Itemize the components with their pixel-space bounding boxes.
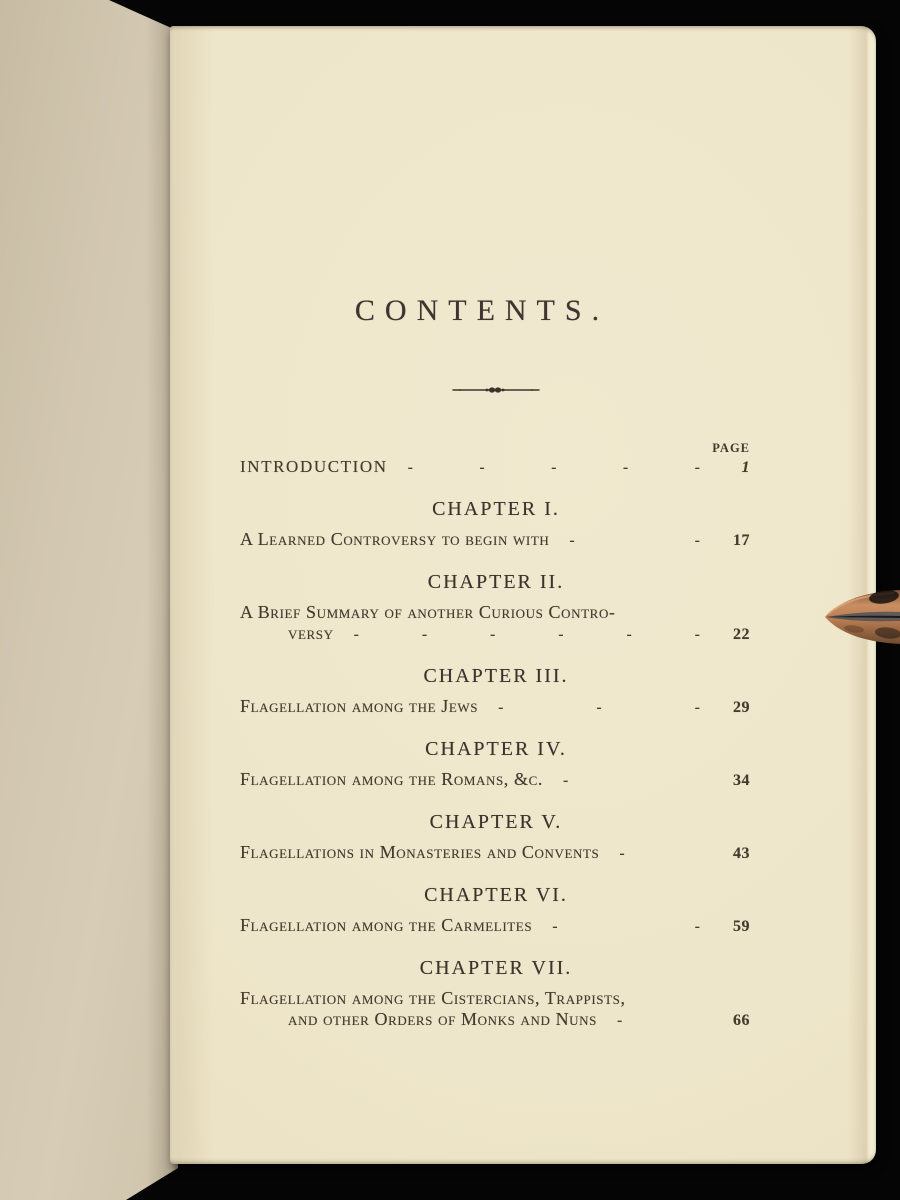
page-number: 59 — [733, 918, 750, 935]
entry-line2-row — [240, 1009, 752, 1031]
chapter-heading: CHAPTER III. — [423, 665, 569, 687]
toc-chapter-5 — [240, 812, 752, 864]
chapter-heading: CHAPTER VII. — [419, 957, 573, 979]
entry-title: Flagellation among the Romans, &c. — [240, 769, 543, 789]
toc-entry — [240, 602, 752, 645]
entry-title: Flagellations in Monasteries and Convents — [240, 842, 600, 862]
entry-title-line1: Flagellation among the Cistercians, Trappists, — [240, 988, 626, 1008]
chapter-heading: CHAPTER II. — [427, 571, 565, 593]
toc-chapter-1 — [240, 499, 752, 551]
toc-introduction-row — [240, 457, 752, 478]
contents-page — [170, 26, 876, 1164]
entry-title: Flagellation among the Carmelites — [240, 915, 533, 935]
page-number: 43 — [733, 845, 750, 862]
entry-title-line2: and other Orders of Monks and Nuns — [288, 1009, 597, 1029]
toc-entry — [240, 988, 752, 1031]
toc-chapter-3 — [240, 666, 752, 718]
chapter-heading: CHAPTER VI. — [424, 884, 568, 906]
entry-line2-row — [240, 623, 752, 645]
facing-page-edge — [0, 0, 178, 1200]
entry-title-line2: versy — [288, 623, 334, 643]
page-title: CONTENTS. — [354, 294, 610, 327]
leader-dashes: - - - - - — [407, 459, 700, 476]
leader-dashes: - — [562, 772, 569, 789]
leader-dashes: - - — [552, 918, 700, 935]
leader-dashes: - - - - - - — [353, 626, 700, 643]
entry-title-line1: A Brief Summary of another Curious Contro- — [240, 602, 616, 622]
toc-chapter-2 — [240, 572, 752, 645]
page-number: 66 — [733, 1012, 750, 1029]
page-number: 29 — [733, 699, 750, 716]
toc-entry — [240, 696, 752, 718]
toc-chapter-7 — [240, 958, 752, 1031]
entry-title: A Learned Controversy to begin with — [240, 529, 550, 549]
page-number: 22 — [733, 626, 750, 643]
page-number: 17 — [733, 532, 750, 549]
toc-entry — [240, 915, 752, 937]
chapter-heading: CHAPTER I. — [432, 498, 560, 520]
toc-chapter-6 — [240, 885, 752, 937]
toc-content — [240, 26, 752, 1031]
page-number: 34 — [733, 772, 750, 789]
page-number: 1 — [741, 459, 750, 476]
leader-dashes: - — [616, 1012, 623, 1029]
page-column-header: PAGE — [712, 441, 750, 455]
entry-title: Flagellation among the Jews — [240, 696, 479, 716]
toc-entry — [240, 842, 752, 864]
chapter-heading: CHAPTER IV. — [425, 738, 567, 760]
introduction-label: INTRODUCTION — [240, 457, 388, 476]
leader-dashes: - - - — [498, 699, 700, 716]
toc-chapter-4 — [240, 739, 752, 791]
toc-entry — [240, 529, 752, 551]
pen-nib-bookmark — [824, 584, 900, 650]
divider-ornament-icon — [240, 384, 752, 396]
leader-dashes: - — [619, 845, 625, 862]
leader-dashes: - - — [569, 532, 700, 549]
toc-entry — [240, 769, 752, 791]
chapter-heading: CHAPTER V. — [429, 811, 563, 833]
